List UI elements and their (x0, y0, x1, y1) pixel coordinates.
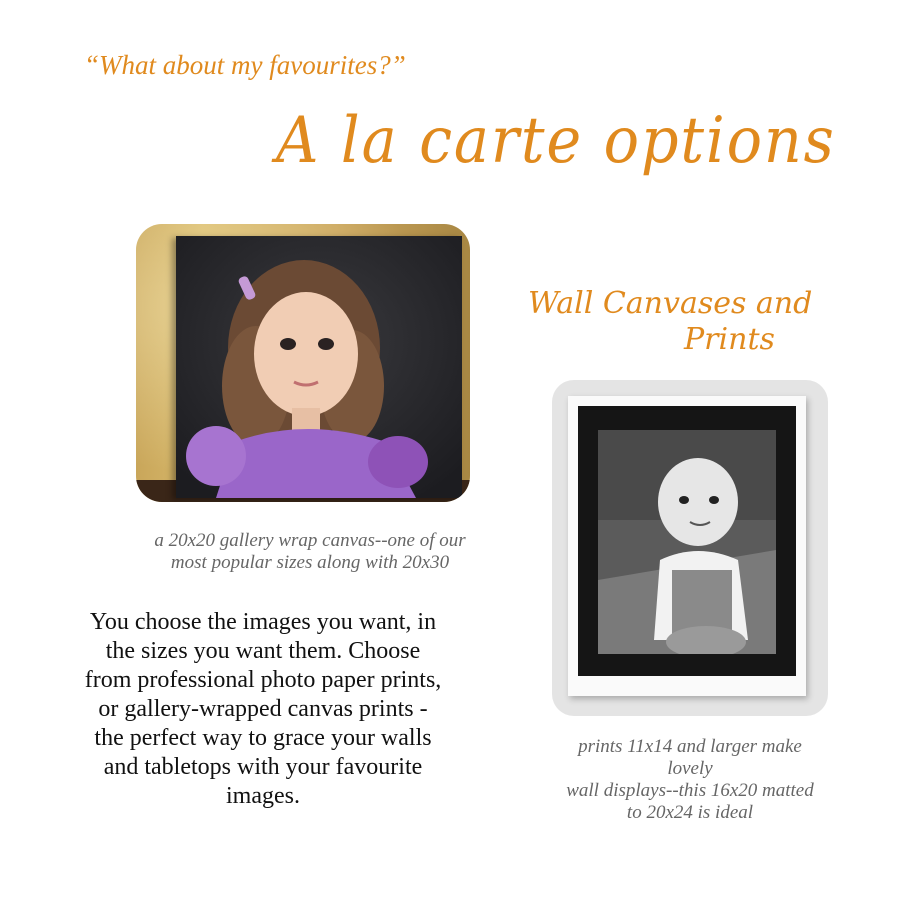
canvas-print-photo (136, 224, 470, 502)
canvas-caption-line1: a 20x20 gallery wrap canvas--one of our (154, 530, 466, 551)
wall-canvases-heading (520, 286, 832, 358)
frame-caption-line1: prints 11x14 and larger make (578, 736, 802, 757)
body-line5: the perfect way to grace your walls (94, 725, 432, 751)
frame-caption-line2: lovely (667, 758, 713, 779)
canvas-caption (100, 530, 520, 574)
page-title: A la carte options (276, 104, 836, 178)
body-line7: images. (226, 783, 300, 809)
body-line1: You choose the images you want, in (89, 609, 437, 635)
wall-heading-line2: Prints (684, 322, 775, 357)
frame-caption-line3: wall displays--this 16x20 matted (566, 780, 814, 801)
body-line6: and tabletops with your favourite (103, 754, 423, 780)
body-paragraph (32, 608, 494, 811)
framed-print-photo (552, 380, 828, 716)
body-line4: or gallery-wrapped canvas prints - (98, 696, 428, 722)
body-line3: from professional photo paper prints, (84, 667, 442, 693)
tagline: “What about my favourites?” (84, 50, 406, 80)
frame-caption-line4: to 20x24 is ideal (626, 802, 754, 823)
wall-heading-line1: Wall Canvases and (528, 286, 813, 321)
canvas-caption-line2: most popular sizes along with 20x30 (170, 552, 450, 573)
frame-caption (520, 736, 860, 824)
body-line2: the sizes you want them. Choose (105, 638, 421, 664)
